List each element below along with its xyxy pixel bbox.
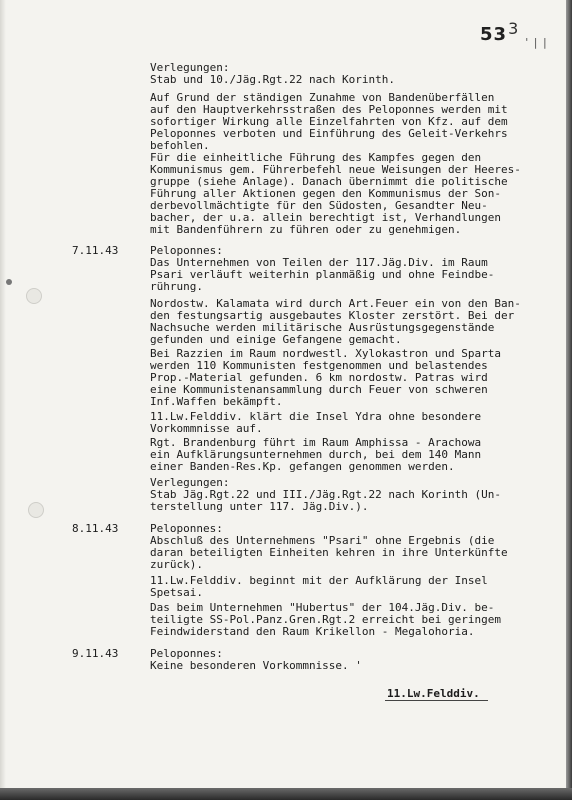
entry-date: 7.11.43	[72, 244, 119, 257]
entry-paragraph: 11.Lw.Felddiv. klärt die Insel Ydra ohne besondere Vorkommnisse auf.	[150, 410, 482, 435]
entry-paragraph: Das beim Unternehmen "Hubertus" der 104.Jäg.Div. be- teiligte SS-Pol.Panz.Gren.Rgt.2 erreicht bei geringem Feindwiderstand den Raum Krikellon - Megalohoria.	[150, 601, 501, 638]
page-left-edge	[0, 0, 6, 788]
entry-date: 9.11.43	[72, 647, 119, 660]
scan-right-edge	[566, 0, 572, 800]
entry-paragraph: Rgt. Brandenburg führt im Raum Amphissa - Arachowa ein Aufklärungsunternehmen durch, bei dem 140 Mann einer Banden-Res.Kp. gefangen genommen werden.	[150, 436, 482, 473]
page-number-marks: ' | |	[525, 36, 548, 49]
entry-paragraph: Bei Razzien im Raum nordwestl. Xylokastron und Sparta werden 110 Kommunisten festgenommen und belastendes Prop.-Material gefunden. 6 km nordostw. Patras wird eine Kommunistenansammlung durch Feuer von schweren Inf.Waffen bekämpft.	[150, 347, 501, 408]
entry-paragraph: Für die einheitliche Führung des Kampfes gegen den Kommunismus gem. Führerbefehl neue Weisungen der Heeres- gruppe (siehe Anlage). Danach übernimmt die politische Führung aller Aktionen gegen den Kommunismus der Son- derbevollmächtigte für den Südosten, Gesandter Neu- bacher, der u.a. allein berechtigt ist, Verhandlungen mit Bandenführern zu führen oder zu genehmigen.	[150, 151, 521, 236]
page-number-superscript: 3	[508, 19, 520, 38]
entry-date: 8.11.43	[72, 522, 119, 535]
binding-hole-mark	[6, 279, 12, 285]
entry-paragraph: Nordostw. Kalamata wird durch Art.Feuer ein von den Ban- den festungsartig ausgebautes Kloster zerstört. Bei der Nachsuche werden militärische Ausrüstungsgegenstände gefunden und einige Gefangene gemacht.	[150, 297, 521, 346]
entry-paragraph: Verlegungen: Stab Jäg.Rgt.22 und III./Jäg.Rgt.22 nach Korinth (Un- terstellung unter 117. Jäg.Div.).	[150, 476, 501, 513]
punch-hole	[28, 502, 44, 518]
punch-hole	[26, 288, 42, 304]
entry-paragraph: Verlegungen: Stab und 10./Jäg.Rgt.22 nach Korinth.	[150, 61, 396, 86]
page-number-main: 53	[480, 24, 508, 45]
entry-paragraph: Peloponnes: Keine besonderen Vorkommnisse. '	[150, 647, 362, 672]
entry-paragraph: Peloponnes: Das Unternehmen von Teilen der 117.Jäg.Div. im Raum Psari verläuft weiterhin planmäßig und ohne Feindbe- rührung.	[150, 244, 495, 293]
scan-bottom-edge	[0, 788, 572, 800]
signature: 11.Lw.Felddiv.	[387, 687, 480, 700]
entry-paragraph: 11.Lw.Felddiv. beginnt mit der Aufklärung der Insel Spetsai.	[150, 574, 488, 599]
entry-paragraph: Auf Grund der ständigen Zunahme von Bandenüberfällen auf den Hauptverkehrsstraßen des Peloponnes werden mit sofortiger Wirkung alle Einzelfahrten von Kfz. auf dem Peloponnes verboten und Einführung des Geleit-Verkehrs befohlen.	[150, 91, 508, 152]
entry-paragraph: Peloponnes: Abschluß des Unternehmens "Psari" ohne Ergebnis (die daran beteiligten Einheiten kehren in ihre Unterkünfte zurück).	[150, 522, 508, 571]
signature-underline	[385, 700, 488, 701]
page-number	[480, 19, 548, 49]
